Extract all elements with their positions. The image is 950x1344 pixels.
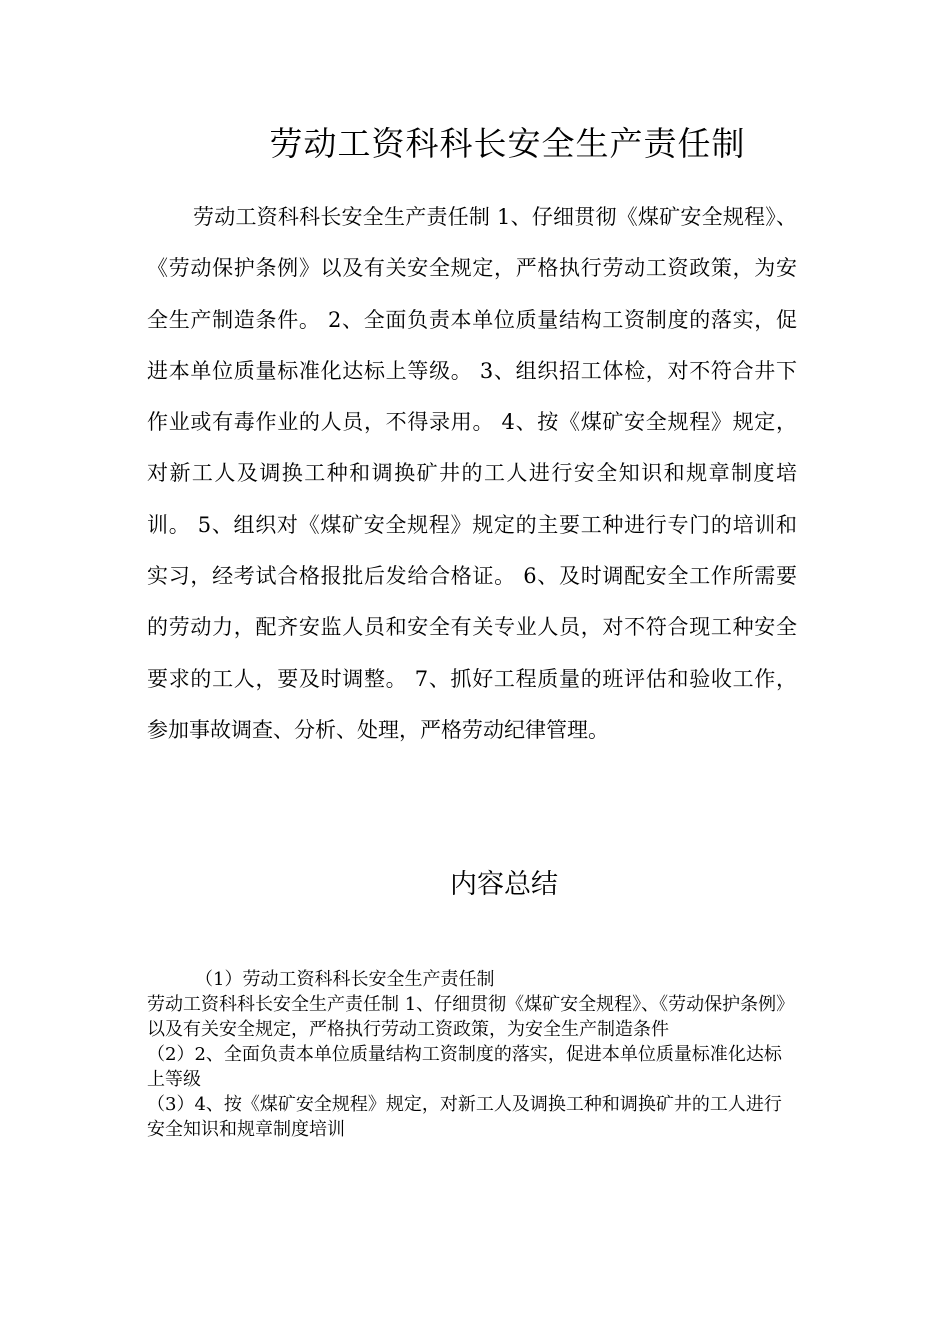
summary-title: 内容总结 <box>450 869 558 900</box>
document-body: 劳动工资科科长安全生产责任制 1、仔细贯彻《煤矿安全规程》、《劳动保护条例》以及有关安全规定，严格执行劳动工资政策，为安全生产制造条件。 2、全面负责本单位质量结构工资制度的落实，促进本单位质量标准化达标上等级。 3、组织招工体检，对不符合井下作业或有毒作业的人员，不得录用。 4、按《煤矿安全规程》规定，对新工人及调换工种和调换矿井的工人进行安全知识和规章制度培训。 5、组织对《煤矿安全规程》规定的主要工种进行专门的培训和实习，经考试合格报批后发给合格证。 6、及时调配安全工作所需要的劳动力，配齐安监人员和安全有关专业人员，对不符合现工种安全要求的工人，要及时调整。 7、抓好工程质量的班评估和验收工作，参加事故调查、分析、处理，严格劳动纪律管理。 <box>147 205 797 742</box>
summary-line-3: （2）2、全面负责本单位质量结构工资制度的落实，促进本单位质量标准化达标上等级 <box>147 1044 782 1090</box>
summary-section <box>147 967 795 1142</box>
summary-line-1: （1）劳动工资科科长安全生产责任制 <box>195 969 495 990</box>
document-title: 劳动工资科科长安全生产责任制 <box>269 124 746 163</box>
summary-line-2: 劳动工资科科长安全生产责任制 1、仔细贯彻《煤矿安全规程》、《劳动保护条例》以及有关安全规定，严格执行劳动工资政策，为安全生产制造条件 <box>147 994 795 1040</box>
summary-line-4: （3）4、按《煤矿安全规程》规定，对新工人及调换工种和调换矿井的工人进行安全知识和规章制度培训 <box>147 1094 782 1140</box>
